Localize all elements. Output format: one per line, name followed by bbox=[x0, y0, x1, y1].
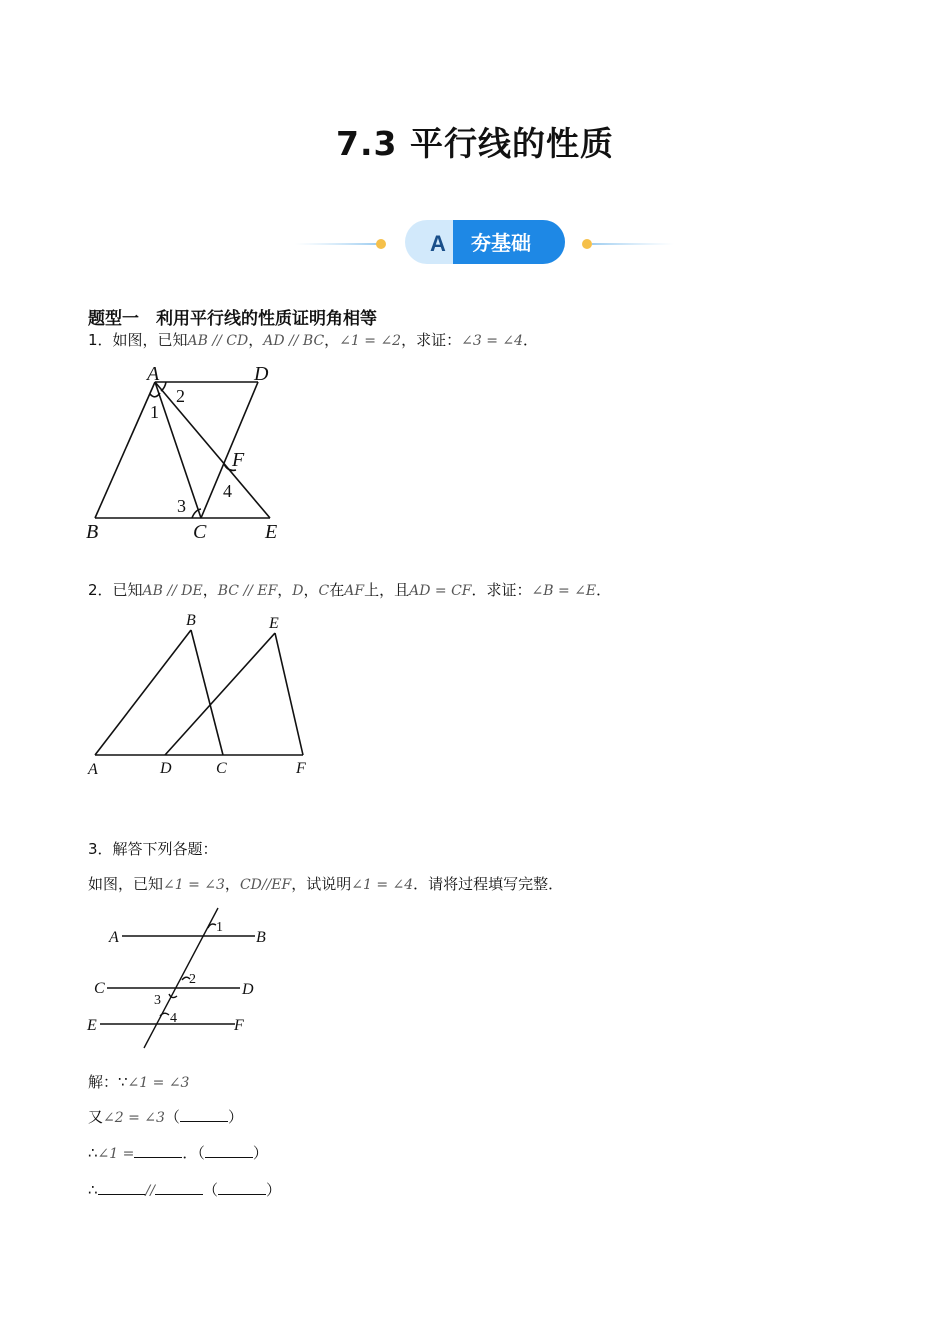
figure-q2 bbox=[80, 605, 320, 785]
svg-text:B: B bbox=[86, 521, 99, 543]
answer-blank[interactable] bbox=[180, 1107, 228, 1122]
answer-blank[interactable] bbox=[155, 1180, 203, 1195]
svg-text:4: 4 bbox=[223, 481, 232, 501]
svg-text:C: C bbox=[216, 760, 227, 777]
svg-text:4: 4 bbox=[170, 1011, 177, 1026]
svg-text:A: A bbox=[88, 761, 98, 778]
section-heading: 题型一 利用平行线的性质证明角相等 bbox=[88, 309, 377, 329]
figure-q3 bbox=[80, 900, 280, 1055]
svg-text:3: 3 bbox=[177, 496, 186, 516]
svg-text:2: 2 bbox=[176, 386, 185, 406]
question-3-heading: 3．解答下列各题： bbox=[88, 840, 218, 858]
svg-text:C: C bbox=[94, 980, 105, 997]
svg-text:C: C bbox=[193, 521, 207, 543]
svg-text:1: 1 bbox=[216, 920, 223, 935]
question-2-text: 2．已知AB // DE，BC // EF，D，C在AF上，且AD = CF．求证：∠B = ∠E． bbox=[88, 581, 612, 599]
solution-line-3: ∴∠1 = ．（ ） bbox=[88, 1144, 268, 1162]
banner-label: 夯基础 bbox=[471, 231, 531, 255]
question-3-text: 如图，已知∠1 = ∠3，CD//EF，试说明∠1 = ∠4．请将过程填写完整． bbox=[88, 875, 564, 893]
banner-right-line bbox=[592, 243, 674, 245]
banner-right-dot bbox=[582, 239, 592, 249]
svg-text:B: B bbox=[256, 929, 266, 946]
banner-left-line bbox=[295, 243, 377, 245]
answer-blank[interactable] bbox=[205, 1143, 253, 1158]
svg-text:F: F bbox=[232, 449, 245, 471]
banner-left-dot bbox=[376, 239, 386, 249]
answer-blank[interactable] bbox=[98, 1180, 146, 1195]
solution-line-1: 解：∵∠1 = ∠3 bbox=[88, 1073, 190, 1091]
solution-line-4: ∴ // （ ） bbox=[88, 1181, 282, 1199]
svg-text:D: D bbox=[160, 760, 172, 777]
svg-text:1: 1 bbox=[150, 402, 159, 422]
svg-text:E: E bbox=[265, 521, 278, 543]
svg-text:D: D bbox=[242, 981, 254, 998]
svg-text:A: A bbox=[147, 363, 160, 385]
page-title: 7.3 平行线的性质 bbox=[336, 124, 614, 163]
answer-blank[interactable] bbox=[134, 1143, 182, 1158]
answer-blank[interactable] bbox=[218, 1180, 266, 1195]
svg-text:E: E bbox=[269, 615, 279, 632]
svg-text:F: F bbox=[296, 760, 306, 777]
section-banner bbox=[290, 214, 680, 272]
banner-letter: A bbox=[430, 231, 446, 256]
svg-text:E: E bbox=[87, 1017, 97, 1034]
question-1-text: 1．如图，已知AB // CD，AD // BC，∠1 = ∠2，求证：∠3 = ∠4． bbox=[88, 331, 539, 349]
svg-text:D: D bbox=[254, 363, 269, 385]
svg-text:A: A bbox=[109, 929, 119, 946]
svg-text:3: 3 bbox=[154, 993, 161, 1008]
svg-text:B: B bbox=[186, 612, 196, 629]
svg-text:F: F bbox=[234, 1017, 244, 1034]
figure-q1 bbox=[80, 360, 300, 545]
svg-text:2: 2 bbox=[189, 972, 196, 987]
solution-line-2: 又∠2 = ∠3（ ） bbox=[88, 1108, 243, 1126]
